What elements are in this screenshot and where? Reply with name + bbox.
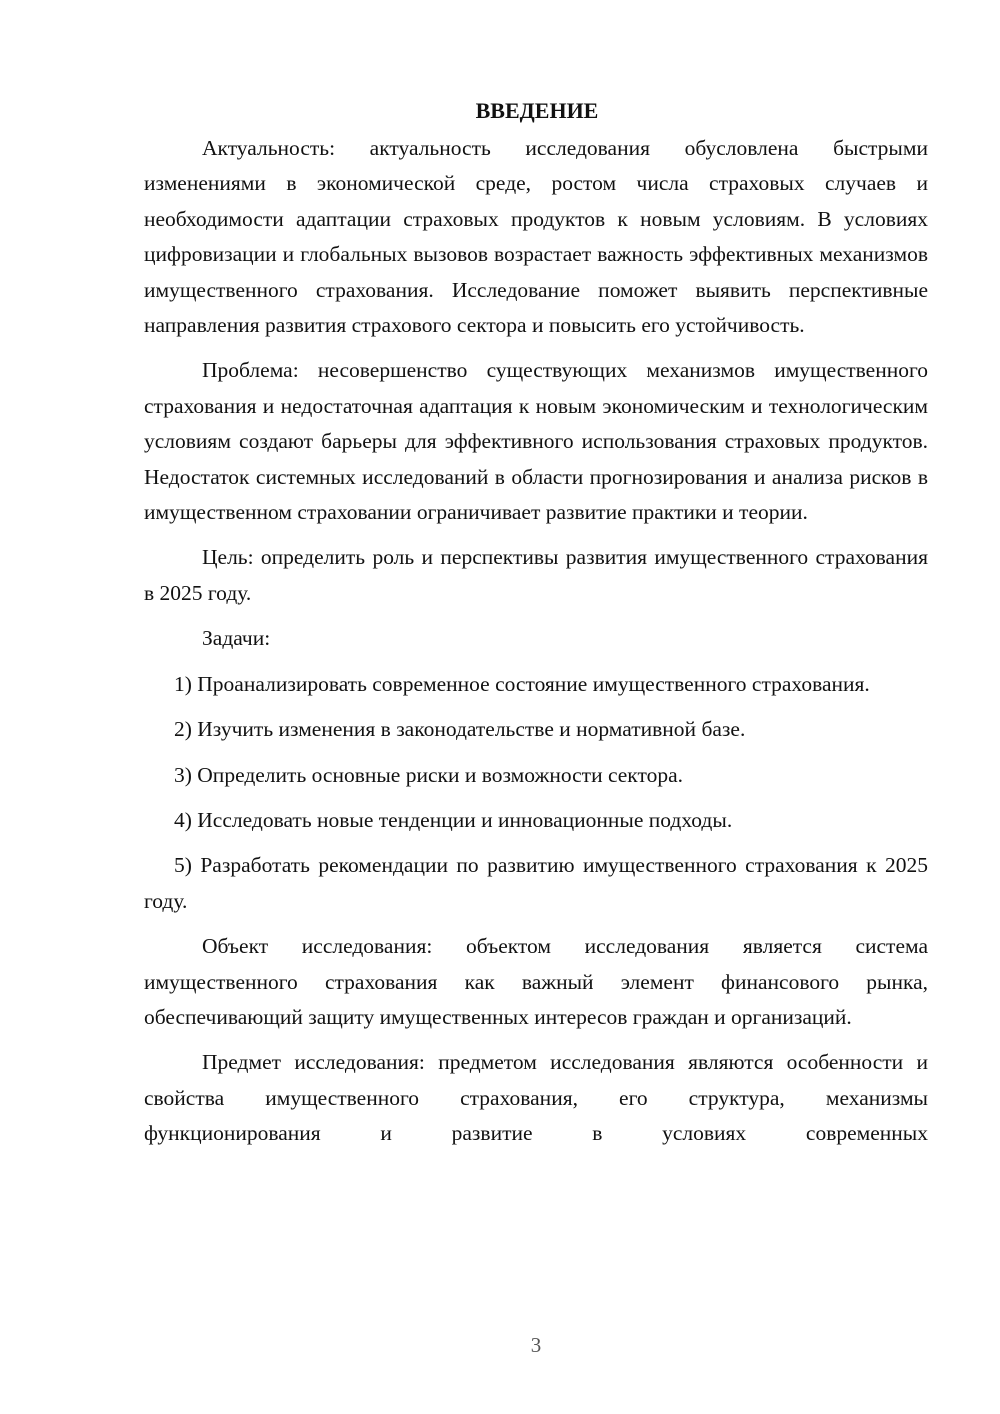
- subject-paragraph: Предмет исследования: предметом исследования являются особенности и свойства имущественного страхования, его структура, механизмы функционирования и развитие в условиях современных: [144, 1050, 928, 1146]
- task-item-4: 4) Исследовать новые тенденции и инновационные подходы.: [174, 807, 733, 832]
- section-heading: ВВЕДЕНИЕ: [475, 98, 599, 123]
- task-item-2: 2) Изучить изменения в законодательстве и нормативной базе.: [174, 717, 746, 742]
- task-item-3: 3) Определить основные риски и возможности сектора.: [174, 762, 683, 787]
- goal-paragraph: Цель: определить роль и перспективы развития имущественного страхования в 2025 году.: [144, 545, 928, 605]
- object-paragraph: Объект исследования: объектом исследования является система имущественного страхования как важный элемент финансового рынка, обеспечивающий защиту имущественных интересов граждан и организаций.: [144, 934, 928, 1029]
- task-item-5: 5) Разработать рекомендации по развитию имущественного страхования к 2025 году.: [144, 853, 928, 913]
- relevance-paragraph: Актуальность: актуальность исследования обусловлена быстрыми изменениями в экономической среде, ростом числа страховых случаев и необходимости адаптации страховых продуктов к новым условиям. В условиях цифровизации и глобальных вызовов возрастает важность эффективных механизмов имущественного страхования. Исследование поможет выявить перспективные направления развития страхового сектора и повысить его устойчивость.: [144, 136, 928, 338]
- tasks-label: Задачи:: [202, 626, 271, 651]
- page-number: 3: [530, 1333, 542, 1357]
- task-item-1: 1) Проанализировать современное состояние имущественного страхования.: [174, 671, 870, 696]
- page-content: [144, 96, 928, 1162]
- problem-paragraph: Проблема: несовершенство существующих механизмов имущественного страхования и недостаточная адаптация к новым экономическим и технологическим условиям создают барьеры для эффективного использования страховых продуктов. Недостаток системных исследований в области прогнозирования и анализа рисков в имущественном страховании ограничивает развитие практики и теории.: [144, 358, 928, 525]
